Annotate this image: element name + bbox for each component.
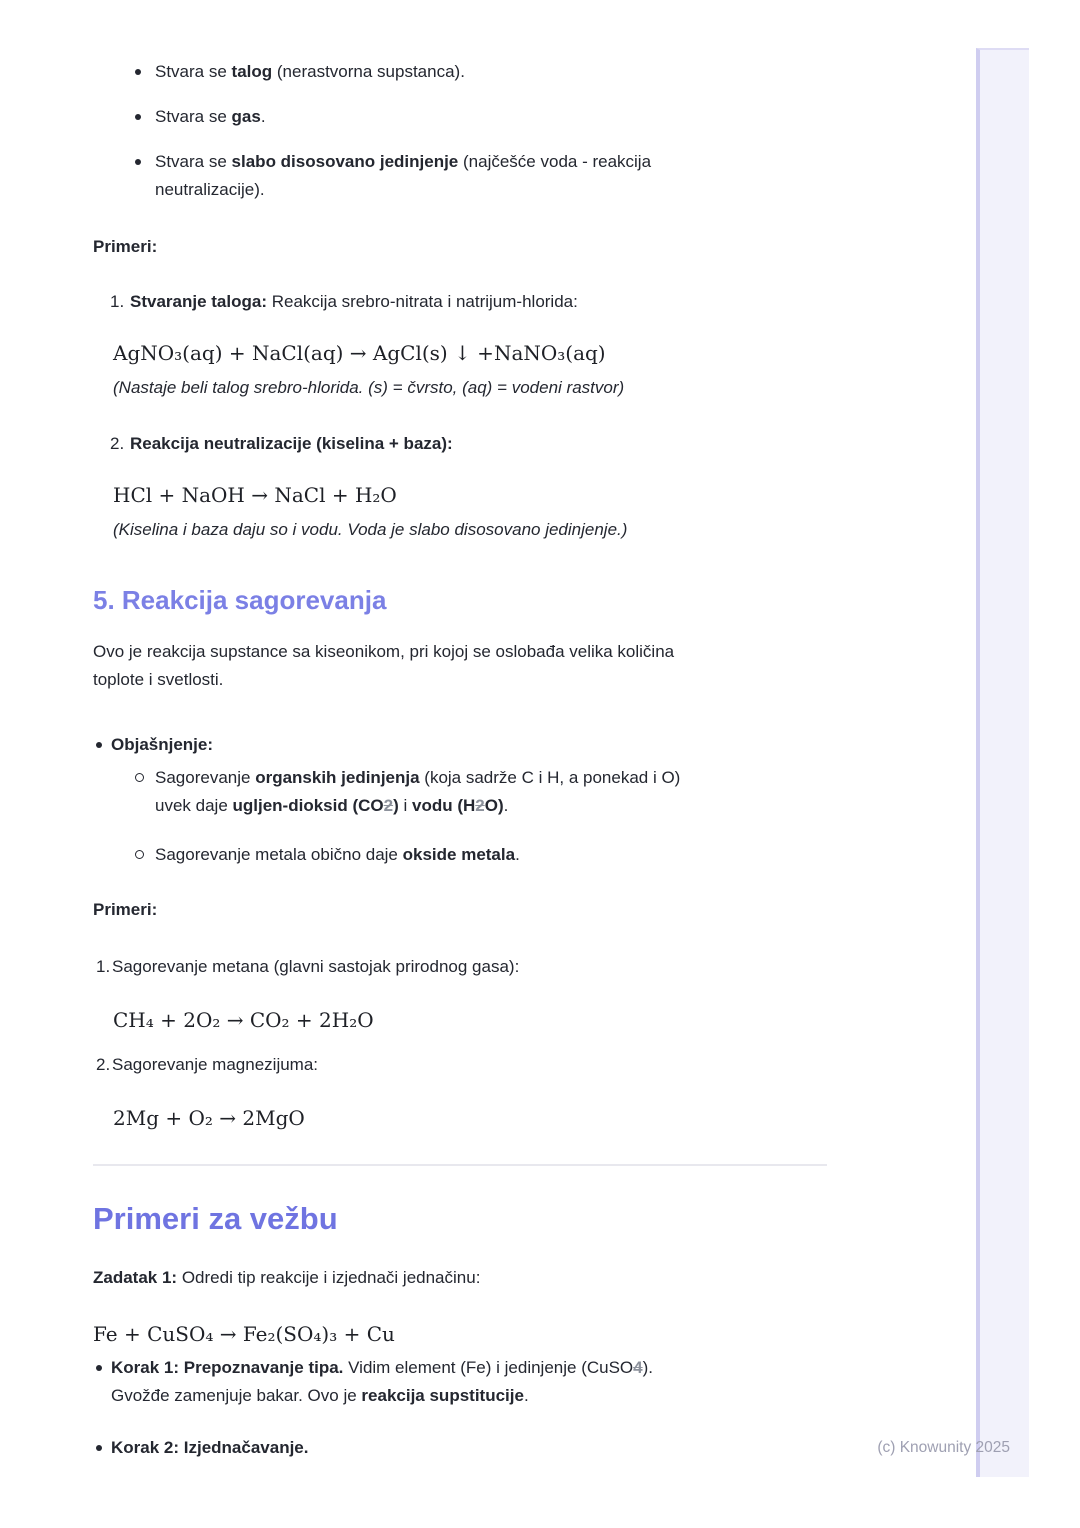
list-item <box>93 58 827 86</box>
text-run-bold: Zadatak 1: <box>93 1268 178 1287</box>
text-run-bold: ) <box>393 796 399 815</box>
side-panel-strip <box>976 48 1029 1477</box>
text-run-bold: Reakcija neutralizacije (kiselina + baza): <box>130 434 453 453</box>
watermark: (c) Knowunity 2025 <box>877 1439 1010 1456</box>
equation-note: (Kiselina i baza daju so i vodu. Voda je slabo disosovano jedinjenje.) <box>113 520 628 539</box>
text-run: uvek daje <box>155 796 233 815</box>
text-run-bold: Korak 2: Izjednačavanje. <box>111 1438 309 1457</box>
text-run: Sagorevanje magnezijuma: <box>112 1055 319 1074</box>
item-number: 1. <box>110 292 125 311</box>
sub-list-item <box>93 764 827 820</box>
document-page <box>93 46 827 1462</box>
text-run: (nerastvorna supstanca). <box>272 62 465 81</box>
text-run-bold: O) <box>484 796 504 815</box>
list-item <box>93 148 827 204</box>
text-run: . <box>515 845 520 864</box>
text-run-bold: Stvaranje taloga: <box>130 292 267 311</box>
numbered-item <box>93 430 827 458</box>
text-run-bold: talog <box>231 62 273 81</box>
primeri-label: Primeri: <box>93 237 158 256</box>
text-run: toplote i svetlosti. <box>93 670 224 689</box>
text-run: i <box>398 796 412 815</box>
text-run: Stvara se <box>155 152 232 171</box>
chemical-equation: 2Mg + O₂ → 2MgO <box>113 1106 305 1130</box>
text-run-bold: ugljen-dioksid (CO <box>232 796 384 815</box>
section-heading: 5. Reakcija sagorevanja <box>93 585 387 615</box>
text-run: Ovo je reakcija supstance sa kiseonikom, pri kojoj se oslobađa velika količina <box>93 642 675 661</box>
chemical-equation: CH₄ + 2O₂ → CO₂ + 2H₂O <box>113 1008 374 1032</box>
text-run-bold: gas <box>231 107 261 126</box>
bullet-list-reaction-products <box>93 58 827 204</box>
text-run: (najčešće voda - reakcija <box>458 152 652 171</box>
text-run-bold: vodu (H <box>411 796 476 815</box>
text-run: Reakcija srebro-nitrata i natrijum-hlorida: <box>267 292 578 311</box>
text-run: Gvožđe zamenjuje bakar. Ovo je <box>111 1386 362 1405</box>
text-run: Sagorevanje <box>155 768 256 787</box>
section-divider <box>93 1164 827 1166</box>
text-run: Sagorevanje metala obično daje <box>155 845 403 864</box>
item-number: 1. <box>96 957 111 976</box>
text-run: neutralizacije). <box>155 180 265 199</box>
zadatak-paragraph <box>93 1264 827 1292</box>
objasnjenje-bullet: Objašnjenje: <box>93 731 827 759</box>
text-run: ). <box>642 1358 654 1377</box>
numbered-item <box>93 288 827 316</box>
item-number: 2. <box>110 434 125 453</box>
sub-list-item <box>93 841 827 869</box>
text-run: Sagorevanje metana (glavni sastojak prirodnog gasa): <box>112 957 520 976</box>
text-run: Vidim element (Fe) i jedinjenje (CuSO <box>343 1358 634 1377</box>
chemical-equation: Fe + CuSO₄ → Fe₂(SO₄)₃ + Cu <box>93 1322 395 1346</box>
text-run-bold: reakcija supstitucije <box>361 1386 524 1405</box>
text-run: . <box>503 796 509 815</box>
practice-heading: Primeri za vežbu <box>93 1201 338 1236</box>
text-run: . <box>260 107 266 126</box>
text-run: Stvara se <box>155 107 232 126</box>
text-run: Odredi tip reakcije i izjednači jednačinu: <box>177 1268 481 1287</box>
text-run-bold: okside metala <box>402 845 516 864</box>
section-intro-paragraph <box>93 638 827 694</box>
equation-note: (Nastaje beli talog srebro-hlorida. (s) = čvrsto, (aq) = vodeni rastvor) <box>113 378 625 397</box>
text-run-bold: organskih jedinjenja <box>255 768 420 787</box>
chemical-equation: HCl + NaOH → NaCl + H₂O <box>113 483 397 507</box>
struck-digit: 2 <box>475 796 485 815</box>
struck-digit: 2 <box>383 796 394 815</box>
item-number: 2. <box>96 1055 111 1074</box>
text-run: . <box>523 1386 529 1405</box>
text-run-bold: slabo disosovano jedinjenje <box>231 152 459 171</box>
struck-digit: 4 <box>633 1358 643 1377</box>
primeri-label: Primeri: <box>93 900 158 919</box>
korak-list-item <box>93 1354 827 1410</box>
text-run: Stvara se <box>155 62 232 81</box>
text-run-bold: Korak 1: Prepoznavanje tipa. <box>111 1358 344 1377</box>
numbered-item <box>93 953 827 981</box>
chemical-equation: AgNO₃(aq) + NaCl(aq) → AgCl(s) ↓ +NaNO₃(aq) <box>113 341 606 365</box>
numbered-item <box>93 1051 827 1079</box>
list-item <box>93 103 827 131</box>
text-run: (koja sadrže C i H, a ponekad i O) <box>419 768 681 787</box>
korak-list-item <box>93 1434 827 1462</box>
